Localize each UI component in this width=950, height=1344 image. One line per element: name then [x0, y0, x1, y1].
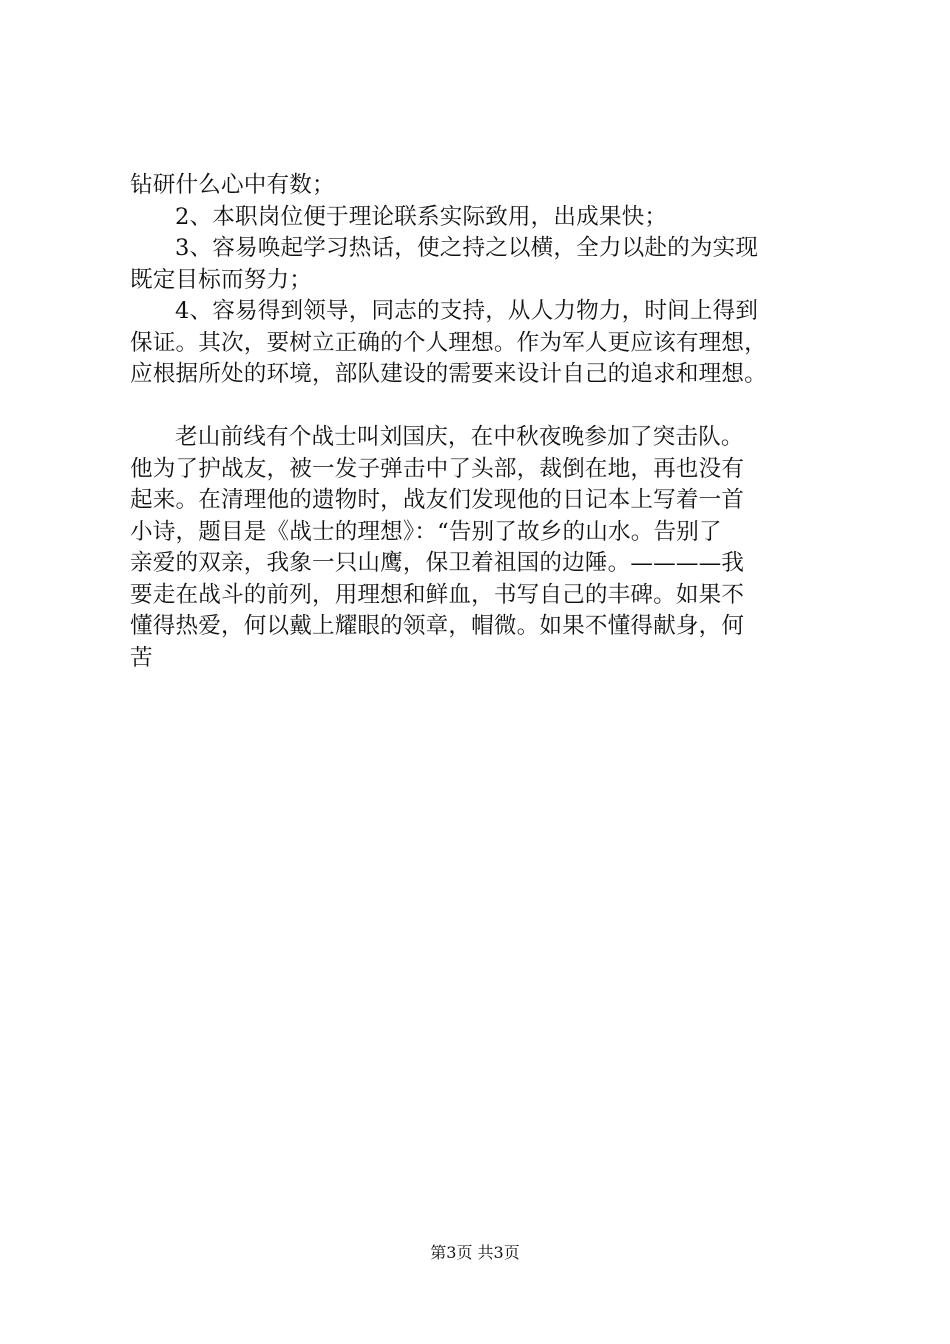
text-line: 既定目标而努力；: [130, 266, 312, 293]
text-line: 小诗，题目是《战士的理想》：“告别了故乡的山水。告别了: [130, 518, 722, 545]
text-line: 保证。其次，要树立正确的个人理想。作为军人更应该有理想，: [130, 329, 767, 356]
text-line: 4、容易得到领导，同志的支持，从人力物力，时间上得到: [175, 298, 759, 324]
text-line: 老山前线有个战士叫刘国庆，在中秋夜晚参加了突击队。: [175, 424, 744, 450]
paragraph-gap: [130, 391, 850, 423]
text-line: 懂得热爱，何以戴上耀眼的领章，帽微。如果不懂得献身，何: [130, 613, 745, 639]
text-line: 应根据所处的环境，部队建设的需要来设计自己的追求和理想。: [130, 361, 767, 387]
page-number-label: 第3页 共3页: [430, 1243, 520, 1262]
text-line: 起来。在清理他的遗物时，战友们发现他的日记本上写着一首: [130, 487, 745, 513]
text-line: 2、本职岗位便于理论联系实际致用，出成果快；: [175, 203, 668, 230]
text-line: 3、容易唤起学习热话，使之持之以横，全力以赴的为实现: [175, 235, 759, 261]
text-line: 他为了护战友，被一发子弹击中了头部，裁倒在地，再也没有: [130, 455, 745, 482]
page-footer: [0, 1243, 950, 1263]
document-body: [130, 170, 850, 674]
text-line: 苦: [130, 644, 153, 671]
text-line: 亲爱的双亲，我象一只山鹰，保卫着祖国的边陲。————我: [130, 550, 745, 576]
text-line: 要走在战斗的前列，用理想和鲜血，书写自己的丰碑。如果不: [130, 581, 745, 608]
text-line: 钻研什么心中有数；: [130, 172, 335, 198]
